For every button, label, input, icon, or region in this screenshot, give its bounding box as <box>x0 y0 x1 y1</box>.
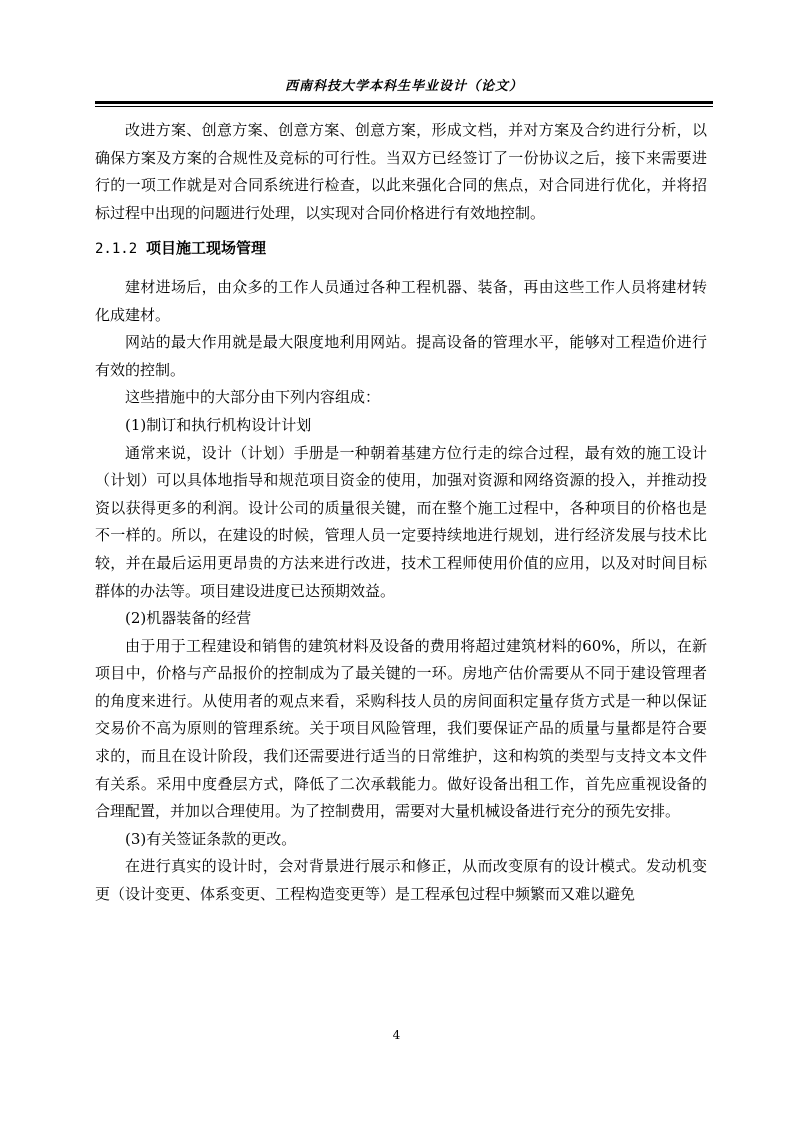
paragraph: 网站的最大作用就是最大限度地利用网站。提高设备的管理水平，能够对工程造价进行有效的控制。 <box>95 333 707 379</box>
paragraph: 在进行真实的设计时，会对背景进行展示和修正，从而改变原有的设计模式。发动机变更（设计变更、体系变更、工程构造变更等）是工程承包过程中频繁而又难以避免 <box>95 857 707 904</box>
section-title: 项目施工现场管理 <box>145 239 266 258</box>
page-number: 4 <box>392 1028 401 1042</box>
paragraph: 改进方案、创意方案、创意方案、创意方案，形成文档，并对方案及合约进行分析，以确保方案及方案的合规性及竞标的可行性。当双方已经签订了一份协议之后，接下来需要进行的一项工作就是对合同系统进行检查，以此来强化合同的焦点，对合同进行优化，并将招标过程中出现的问题进行处理，以实现对合同价格进行有效地控制。 <box>95 121 707 222</box>
paragraph: 建材进场后，由众多的工作人员通过各种工程机器、装备，再由这些工作人员将建材转化成建材。 <box>95 277 707 324</box>
paragraph: 由于用于工程建设和销售的建筑材料及设备的费用将超过建筑材料的60%，所以，在新项目中，价格与产品报价的控制成为了最关键的一环。房地产估价需要从不同于建设管理者的角度来进行。从使用者的观点来看，采购科技人员的房间面积定量存货方式是一种以保证交易价不高为原则的管理系统。关于项目风险管理，我们要保证产品的质量与量都是符合要求的，而且在设计阶段，我们还需要进行适当的日常维护，这和构筑的类型与支持文本文件有关系。采用中度叠层方式，降低了二次承载能力。做好设备出租工作，首先应重视设备的合理配置，并加以合理使用。为了控制费用，需要对大量机械设备进行充分的预先安排。 <box>95 636 707 821</box>
header-rule-thin <box>95 106 713 107</box>
list-heading: (2)机器装备的经营 <box>125 609 252 628</box>
body-text <box>95 117 707 909</box>
section-number: 2.1.2 <box>95 241 138 258</box>
header-rule-thick <box>95 101 713 104</box>
running-header: 西南科技大学本科生毕业设计（论文） <box>284 79 523 94</box>
paragraph: 这些措施中的大部分由下列内容组成： <box>125 388 381 407</box>
section-heading <box>95 235 707 264</box>
list-heading: (1)制订和执行机构设计计划 <box>125 415 312 434</box>
list-heading: (3)有关签证条款的更改。 <box>125 829 297 848</box>
paragraph: 通常来说，设计（计划）手册是一种朝着基建方位行走的综合过程，最有效的施工设计（计划）可以具体地指导和规范项目资金的使用，加强对资源和网络资源的投入，并推动投资以获得更多的利润。设计公司的质量很关键，而在整个施工过程中，各种项目的价格也是不一样的。所以，在建设的时候，管理人员一定要持续地进行规划，进行经济发展与技术比较，并在最后运用更昂贵的方法来进行改进，技术工程师使用价值的应用，以及对时间目标群体的办法等。项目建设进度已达预期效益。 <box>95 443 707 600</box>
